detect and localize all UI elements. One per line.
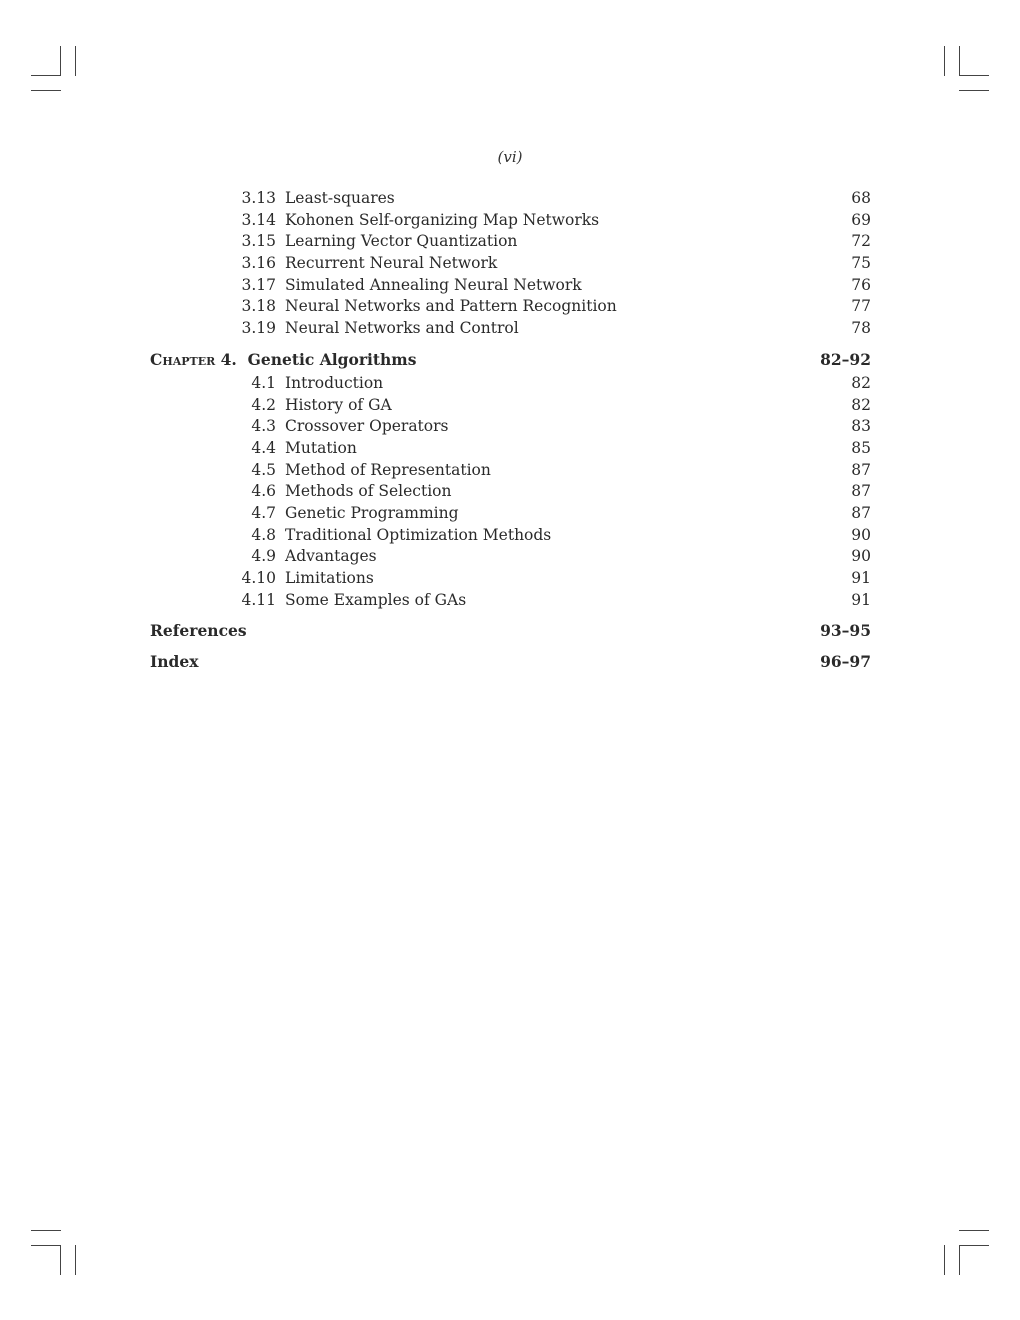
page-number: 91 <box>851 569 871 587</box>
section-number: 4.10 <box>241 569 276 587</box>
toc-entry[interactable] <box>150 275 871 297</box>
section-number: 4.3 <box>251 417 276 436</box>
section-title: Advantages <box>285 547 377 566</box>
page-number: 82 <box>851 395 871 414</box>
section-title: Methods of Selection <box>285 482 452 501</box>
crop-mark <box>75 1245 76 1275</box>
crop-mark <box>31 1230 61 1231</box>
references-entry[interactable] <box>150 618 871 644</box>
section-number: 3.16 <box>241 254 276 273</box>
page-number: 69 <box>851 210 871 229</box>
section-number: 3.15 <box>241 232 276 251</box>
section-title: History of GA <box>285 395 392 414</box>
section-title: Crossover Operators <box>285 417 449 436</box>
section-number: 3.14 <box>241 210 276 229</box>
page-number: 77 <box>851 297 871 316</box>
crop-mark <box>959 1245 960 1275</box>
crop-mark <box>60 1245 61 1275</box>
section-number: 3.19 <box>241 319 276 338</box>
index-label: Index <box>150 652 199 672</box>
section-title: Neural Networks and Pattern Recognition <box>285 297 617 316</box>
toc-entry[interactable] <box>150 481 871 503</box>
page-number: 90 <box>851 547 871 566</box>
crop-mark <box>944 1245 945 1275</box>
crop-mark <box>959 1245 989 1246</box>
section-title: Genetic Programming <box>285 503 459 522</box>
section-number: 4.11 <box>241 590 276 609</box>
index-entry[interactable] <box>150 649 871 675</box>
page-number: 83 <box>851 417 871 436</box>
section-number: 3.17 <box>241 275 276 294</box>
section-number: 3.18 <box>241 297 276 316</box>
section-number: 4.2 <box>251 395 276 414</box>
section-title: Least-squares <box>285 189 395 207</box>
index-page-range: 96–97 <box>820 652 871 672</box>
section-title: Neural Networks and Control <box>285 319 519 338</box>
page-number: 82 <box>851 373 871 392</box>
section-title: Limitations <box>285 569 374 587</box>
toc-entry[interactable] <box>150 525 871 547</box>
toc-entry[interactable] <box>150 460 871 482</box>
toc-entry[interactable] <box>150 568 871 590</box>
section-number: 4.7 <box>251 503 276 522</box>
section-title: Method of Representation <box>285 460 491 479</box>
toc-entry[interactable] <box>150 590 871 612</box>
page-number: 87 <box>851 460 871 479</box>
crop-mark <box>31 75 61 76</box>
section-number: 4.4 <box>251 438 276 457</box>
toc-entry[interactable] <box>150 503 871 525</box>
crop-mark <box>31 1245 61 1246</box>
page-number: 85 <box>851 438 871 457</box>
chapter-label: Chapter 4. <box>150 349 237 369</box>
chapter-heading[interactable] <box>150 347 871 373</box>
toc-entry[interactable] <box>150 253 871 275</box>
section-number: 4.8 <box>251 525 276 544</box>
section-title: Some Examples of GAs <box>285 590 467 609</box>
chapter-title: Genetic Algorithms <box>247 349 417 369</box>
crop-mark <box>959 46 960 76</box>
section-title: Traditional Optimization Methods <box>285 525 552 544</box>
section-number: 3.13 <box>241 189 276 207</box>
crop-mark <box>60 46 61 76</box>
toc-entry[interactable] <box>150 318 871 340</box>
section-title: Introduction <box>285 373 384 392</box>
page-number: 87 <box>851 482 871 501</box>
toc-entry[interactable] <box>150 395 871 417</box>
section-number: 4.1 <box>251 373 276 392</box>
toc-entry[interactable] <box>150 210 871 232</box>
toc-entry[interactable] <box>150 231 871 253</box>
page-number: 76 <box>851 275 871 294</box>
toc-entry[interactable] <box>150 438 871 460</box>
section-title: Learning Vector Quantization <box>285 232 518 251</box>
toc-entry[interactable] <box>150 296 871 318</box>
toc-entry[interactable] <box>150 546 871 568</box>
section-number: 4.9 <box>251 547 276 566</box>
crop-mark <box>75 46 76 76</box>
references-page-range: 93–95 <box>820 621 871 641</box>
toc-entry[interactable] <box>150 373 871 395</box>
page-number: 68 <box>851 189 871 207</box>
section-title: Mutation <box>285 438 357 457</box>
page-number: 91 <box>851 590 871 609</box>
page-number: 90 <box>851 525 871 544</box>
crop-mark <box>959 90 989 91</box>
table-of-contents <box>150 188 871 675</box>
page-number: 75 <box>851 254 871 273</box>
page-number: 87 <box>851 503 871 522</box>
page-folio: (vi) <box>497 148 523 166</box>
crop-mark <box>959 1230 989 1231</box>
chapter-page-range: 82–92 <box>820 349 871 369</box>
section-number: 4.5 <box>251 460 276 479</box>
page-number: 78 <box>851 319 871 338</box>
crop-mark <box>31 90 61 91</box>
toc-entry[interactable] <box>150 416 871 438</box>
section-title: Kohonen Self-organizing Map Networks <box>285 210 600 229</box>
section-title: Recurrent Neural Network <box>285 254 498 273</box>
toc-entry[interactable] <box>150 188 871 210</box>
crop-mark <box>959 75 989 76</box>
section-number: 4.6 <box>251 482 276 501</box>
page-number: 72 <box>851 232 871 251</box>
crop-mark <box>944 46 945 76</box>
section-title: Simulated Annealing Neural Network <box>285 275 582 294</box>
references-label: References <box>150 621 247 641</box>
